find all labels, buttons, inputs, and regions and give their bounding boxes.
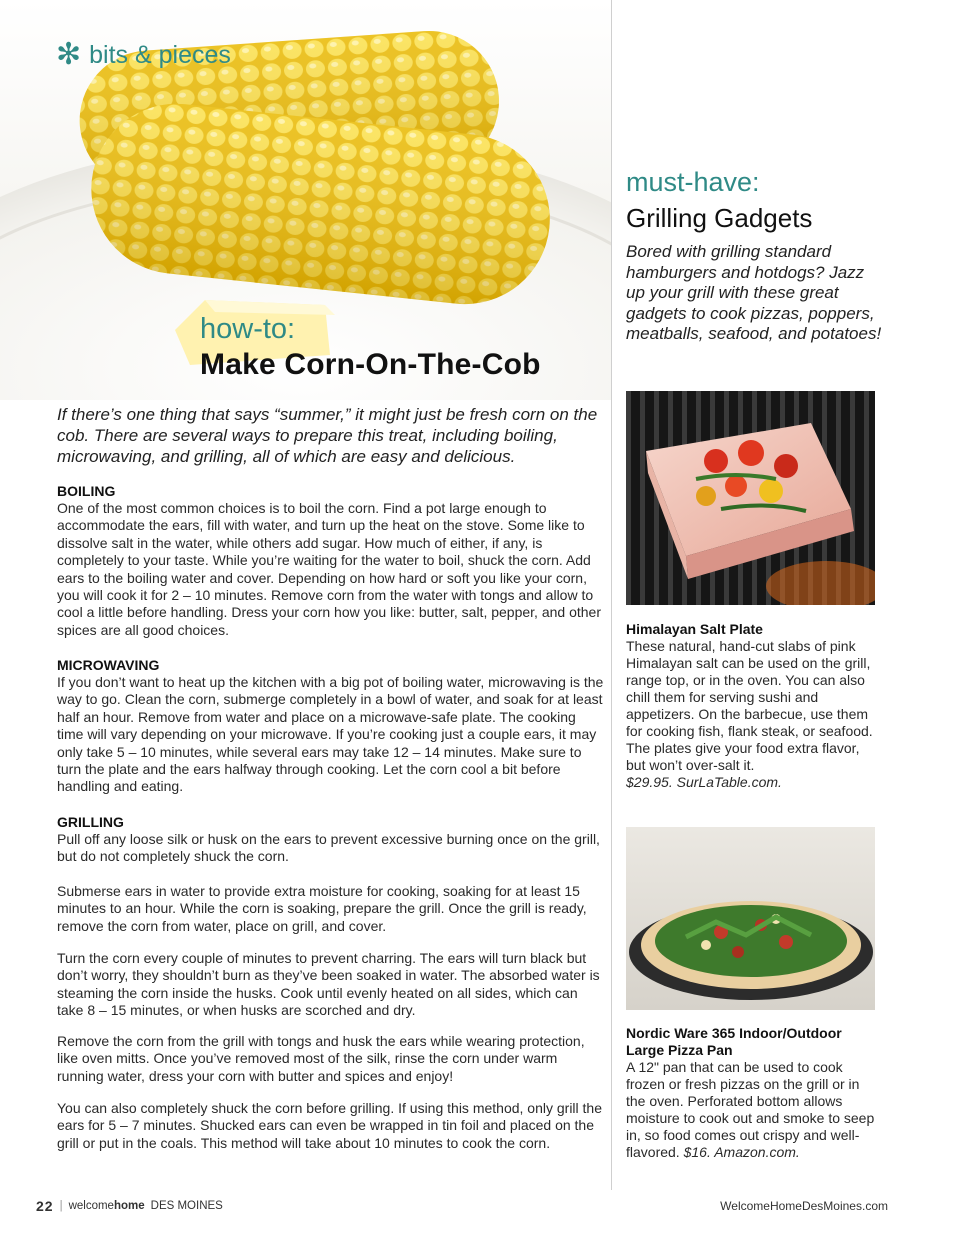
grilling-heading: GRILLING <box>57 814 124 830</box>
grilling-text-3: Turn the corn every couple of minutes to prevent charring. The ears will turn black but don’t worry, they shouldn’t burn as they’ve been soaked in water. The absorbed water is steaming the corn inside the husks. Cook until evenly heated on all sides, which can take 8 – 15 minutes, or when husks are scorched and dry. <box>57 950 600 1019</box>
product-salt-plate <box>626 621 876 791</box>
grilling-text-4: Remove the corn from the grill with tongs and husk the ears while wearing protection, like oven mitts. Once you’ve removed most of the silk, rinse the corn under warm running water, dress your corn with butter and spices and enjoy! <box>57 1033 585 1084</box>
pizza-pan-illustration <box>626 827 875 1010</box>
microwaving-text: If you don’t want to heat up the kitchen with a big pot of boiling water, microwaving is the way to go. Clean the corn, submerge completely in a bowl of water, and soak for at least half an hour. Remove from water and place on a microwave-safe plate. The cooking time will vary depending on your microwave. If you’re cooking just a couple ears, it may only take 5 – 10 minutes, while several ears may take 12 – 14 minutes. Make sure to turn the plate and the ears halfway through cooking. Let the corn cool a bit before handling and eating. <box>57 674 604 795</box>
boiling-heading: BOILING <box>57 483 116 499</box>
boiling-section <box>57 482 605 639</box>
product-description <box>626 1059 876 1161</box>
microwaving-heading: MICROWAVING <box>57 657 160 673</box>
grilling-paragraph-5 <box>57 1100 605 1152</box>
product-name: Nordic Ware 365 Indoor/Outdoor Large Pizza Pan <box>626 1025 842 1058</box>
grilling-section <box>57 813 605 866</box>
grilling-text-1: Pull off any loose silk or husk on the ears to prevent excessive burning once on the grill, but do not completely shuck the corn. <box>57 831 600 865</box>
section-tag-label: bits & pieces <box>89 40 231 69</box>
footer-separator: | <box>59 1200 63 1212</box>
pizza-pan-photo <box>626 827 875 1010</box>
salt-plate-photo <box>626 391 875 605</box>
page-number: 22 <box>36 1198 54 1214</box>
product-price: $16. Amazon.com. <box>683 1144 800 1160</box>
salt-plate-illustration <box>626 391 875 605</box>
product-description-text: A 12" pan that can be used to cook frozen or fresh pizzas on the grill or in the oven. Perforated bottom allows moisture to cook out and smoke to seep in, so food comes out crispy and well-flavored. <box>626 1059 875 1160</box>
grilling-text-2: Submerse ears in water to provide extra moisture for cooking, soaking for at least 15 minutes to an hour. While the corn is soaking, prepare the grill. Once the grill is ready, remove the corn from water, place on grill, and cover. <box>57 883 587 934</box>
howto-kicker: how-to: <box>200 313 296 345</box>
boiling-text: One of the most common choices is to boil the corn. Find a pot large enough to accommodate the ears, fill with water, and turn up the heat on the stove. Some like to dissolve salt in the water, while others add sugar. How much of either, if any, is completely to your taste. While you’re waiting for the water to boil, shuck the corn. Add ears to the boiling water and cover. Depending on how hard or soft you like your corn, you will cook it for 2 – 10 minutes. Remove corn from the water with tongs and allow to cool a little before handling. Dress your corn how you like: butter, salt, pepper, and other spices are all good choices. <box>57 500 601 638</box>
musthave-title: Grilling Gadgets <box>626 203 813 233</box>
grilling-paragraph-2 <box>57 883 605 935</box>
grilling-paragraph-4 <box>57 1033 605 1085</box>
musthave-deck: Bored with grilling standard hamburgers and hotdogs? Jazz up your grill with these great gadgets to cook pizzas, poppers, meatballs, seafood, and potatoes! <box>626 242 882 344</box>
grilling-paragraph-3 <box>57 950 605 1020</box>
product-pizza-pan <box>626 1025 876 1161</box>
product-price: $29.95. SurLaTable.com. <box>626 774 782 790</box>
musthave-heading <box>626 166 886 345</box>
intro-deck: If there’s one thing that says “summer,” it might just be fresh corn on the cob. There are several ways to prepare this treat, including boiling, microwaving, and grilling, all of which are easy and delicious. <box>57 405 598 466</box>
brand-city: DES MOINES <box>150 1200 223 1212</box>
section-tag <box>56 40 231 70</box>
product-description: These natural, hand-cut slabs of pink Himalayan salt can be used on the grill, range top, or in the oven. You can also chill them for serving sushi and appetizers. On the barbecue, use them for cooking fish, flank steak, or seafood. The plates give your food extra flavor, but won’t over-salt it. <box>626 638 873 773</box>
page-footer <box>36 1198 223 1214</box>
publication-brand <box>69 1200 145 1212</box>
microwaving-section <box>57 656 605 796</box>
column-divider <box>611 0 612 1190</box>
musthave-kicker: must-have: <box>626 167 760 197</box>
brand-light: welcome <box>68 1200 114 1212</box>
brand-bold: home <box>113 1200 145 1212</box>
howto-title: Make Corn-On-The-Cob <box>200 348 541 381</box>
howto-heading <box>200 312 541 384</box>
grilling-text-5: You can also completely shuck the corn before grilling. If using this method, only grill the ears for 5 – 7 minutes. Shucked ears can even be wrapped in tin foil and placed on the grill or put in the coals. This method will take about 10 minutes to cook the corn. <box>57 1100 603 1151</box>
footer-url: WelcomeHomeDesMoines.com <box>720 1199 888 1213</box>
product-name: Himalayan Salt Plate <box>626 621 763 637</box>
asterisk-flower-icon: ✻ <box>56 38 82 71</box>
